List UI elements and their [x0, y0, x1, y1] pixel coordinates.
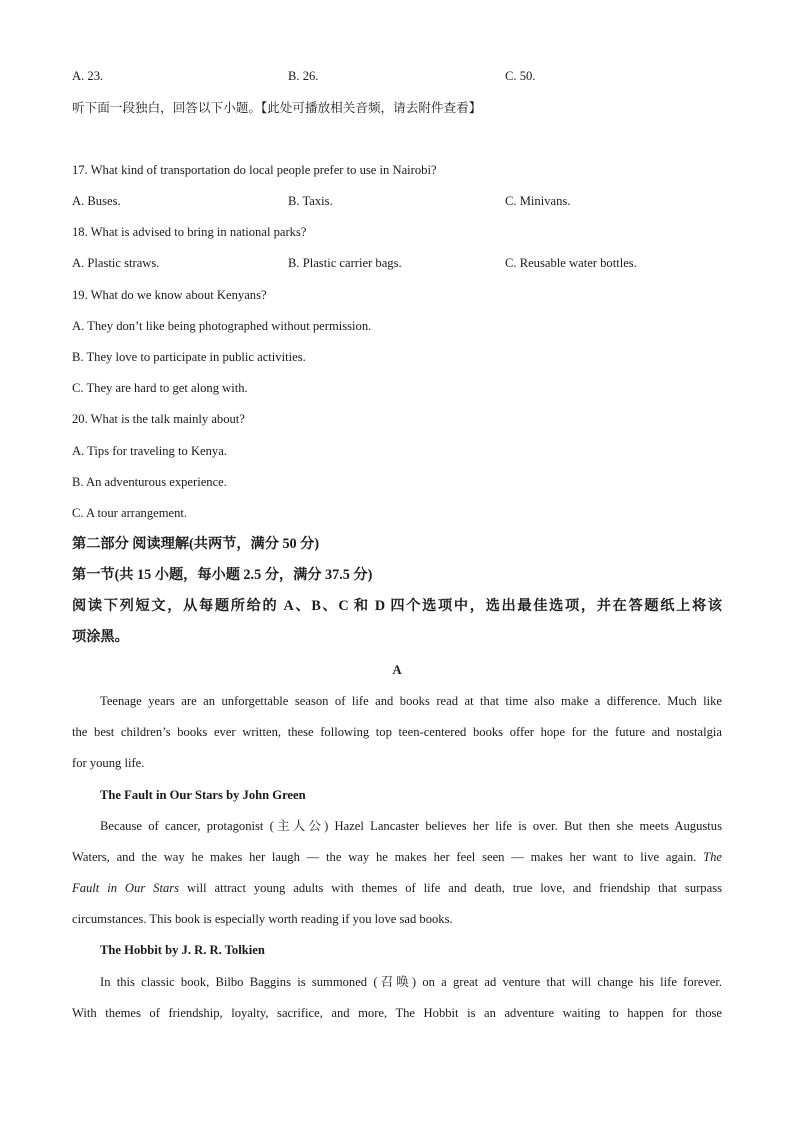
q19-option-a: A. They don’t like being photographed without permission.: [72, 319, 372, 333]
q17-question: 17. What kind of transportation do local people prefer to use in Nairobi?: [72, 163, 437, 177]
book1-line-2-text: Waters, and the way he makes her laugh — the way he makes her feel seen — makes her want to live again.: [72, 850, 704, 864]
q16-option-b: B. 26.: [288, 69, 319, 83]
intro-line-2: the best children’s books ever written, these following top teen-centered books offer hope for the future and nostalgia: [72, 725, 722, 739]
q17-options: [72, 193, 722, 209]
q17-option-a: A. Buses.: [72, 194, 121, 208]
listening-instruction: 听下面一段独白，回答以下小题。【此处可播放相关音频，请去附件查看】: [72, 101, 482, 115]
q19-option-c: C. They are hard to get along with.: [72, 381, 248, 395]
passage-letter: A: [392, 663, 402, 677]
q19-option-b: B. They love to participate in public activities.: [72, 350, 306, 364]
intro-line-1: Teenage years are an unforgettable season of life and books read at that time also make a difference. Much like: [100, 694, 722, 708]
q18-option-b: B. Plastic carrier bags.: [288, 256, 402, 270]
q17-option-c: C. Minivans.: [505, 194, 571, 208]
reading-instruction-line2: 项涂黑。: [72, 629, 129, 645]
q17-option-b: B. Taxis.: [288, 194, 333, 208]
book1-line-4: circumstances. This book is especially worth reading if you love sad books.: [72, 912, 453, 926]
part2-heading: 第二部分 阅读理解(共两节，满分 50 分): [72, 536, 320, 552]
q19-question: 19. What do we know about Kenyans?: [72, 288, 267, 302]
q16-option-c: C. 50.: [505, 69, 536, 83]
q18-question: 18. What is advised to bring in national parks?: [72, 225, 307, 239]
book2-line-2: With themes of friendship, loyalty, sacrifice, and more, The Hobbit is an adventure waiting to happen for those: [72, 1006, 722, 1020]
q18-option-a: A. Plastic straws.: [72, 256, 160, 270]
book1-line-3: [72, 880, 722, 896]
book1-line-3-title: Fault in Our Stars: [72, 881, 180, 895]
book1-line-2: [72, 849, 722, 865]
book1-line-1: Because of cancer, protagonist (主人公) Hazel Lancaster believes her life is over. But then she meets Augustus: [100, 819, 722, 833]
book2-title: The Hobbit by J. R. R. Tolkien: [100, 943, 265, 957]
q16-options: [72, 68, 722, 84]
book2-line-1: In this classic book, Bilbo Baggins is summoned (召唤) on a great ad venture that will change his life forever.: [100, 975, 722, 989]
q18-option-c: C. Reusable water bottles.: [505, 256, 637, 270]
q20-question: 20. What is the talk mainly about?: [72, 412, 245, 426]
book1-line-2-title: The: [703, 850, 722, 864]
section1-heading: 第一节(共 15 小题，每小题 2.5 分，满分 37.5 分): [72, 567, 373, 583]
book1-line-3-text: will attract young adults with themes of life and death, true love, and friendship that surpass: [179, 881, 722, 895]
q20-option-c: C. A tour arrangement.: [72, 506, 188, 520]
q20-option-a: A. Tips for traveling to Kenya.: [72, 444, 227, 458]
q16-option-a: A. 23.: [72, 69, 104, 83]
q20-option-b: B. An adventurous experience.: [72, 475, 227, 489]
book1-title: The Fault in Our Stars by John Green: [100, 788, 306, 802]
intro-line-3: for young life.: [72, 756, 145, 770]
q18-options: [72, 255, 722, 271]
reading-instruction-line1: 阅读下列短文，从每题所给的 A、B、C 和 D 四个选项中，选出最佳选项，并在答题纸上将该: [72, 598, 722, 614]
